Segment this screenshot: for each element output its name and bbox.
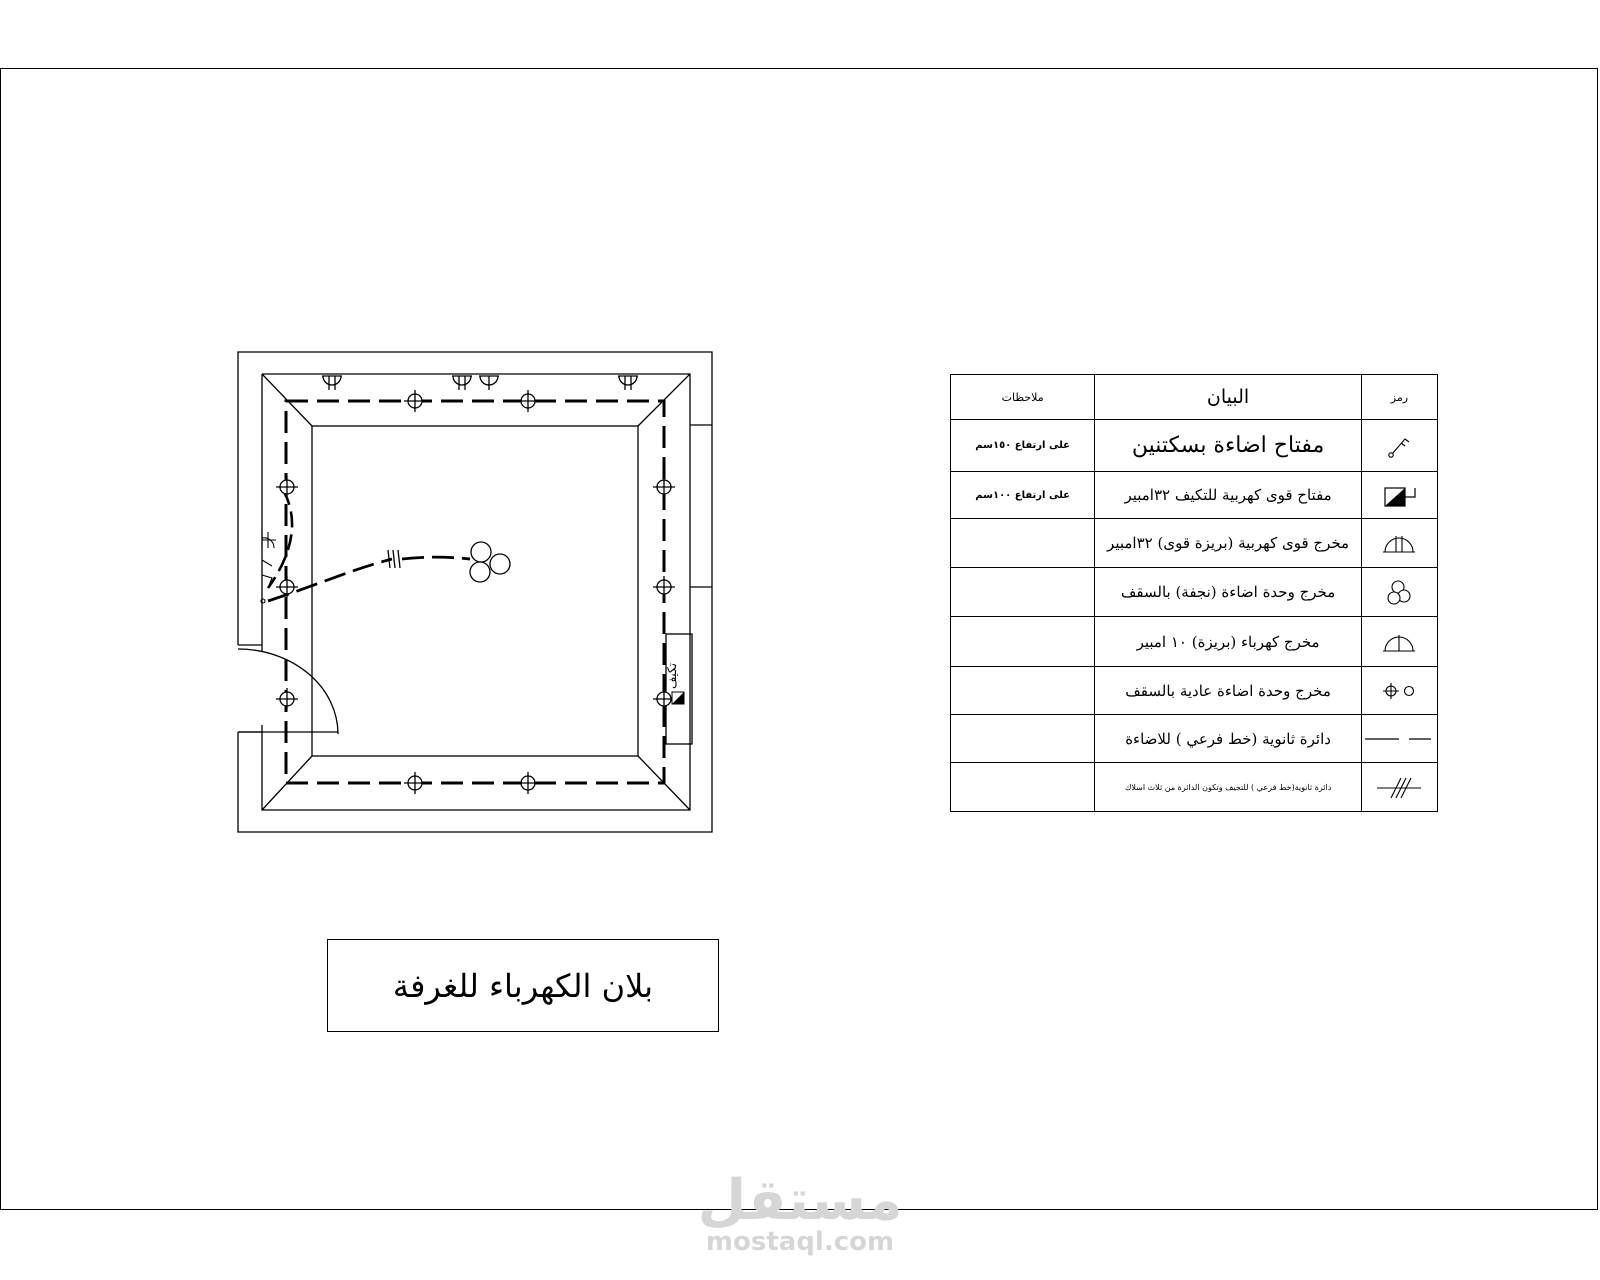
legend-note: [951, 617, 1095, 667]
legend-note: على ارتفاع ١٠٠سم: [951, 472, 1095, 519]
legend-description: مخرج قوى كهربية (بريزة قوى) ٣٢امبير: [1095, 519, 1362, 568]
ceiling-light-icon: [653, 476, 675, 498]
ceiling-cove-inner: [312, 426, 638, 756]
ceiling-light-icon: [276, 576, 298, 598]
ac-power-switch-icon: [672, 692, 684, 704]
ceiling-light-icon: [404, 772, 426, 794]
three-wire-circuit-icon: [1369, 772, 1429, 802]
legend-note: على ارتفاع ١٥٠سم: [951, 420, 1095, 472]
two-way-switch-icon: [1379, 431, 1419, 461]
ac-panel-label: تكيف: [665, 662, 679, 690]
drawing-title-box: [327, 939, 719, 1032]
switch-arc: [268, 490, 292, 588]
legend-row: [951, 568, 1438, 617]
legend-row: [951, 715, 1438, 763]
legend-row: [951, 763, 1438, 812]
chandelier-outlet-icon: [470, 542, 510, 582]
watermark-url: mostaql.com: [705, 1227, 895, 1257]
legend-note: [951, 519, 1095, 568]
two-way-switch-icon: [261, 530, 276, 603]
socket-10a-icon: [479, 376, 499, 390]
power-outlet-32a-icon: [1379, 528, 1419, 558]
power-outlet-32a-icon: [322, 376, 342, 390]
door-jamb-bottom: [238, 725, 262, 732]
ceiling-light-icon: [404, 390, 426, 412]
legend-table: [950, 374, 1438, 812]
legend-row: [951, 472, 1438, 519]
inner-wall-face: [262, 374, 712, 810]
ac-power-switch-icon: [1379, 480, 1419, 510]
legend-row: [951, 519, 1438, 568]
lighting-circuit-ring: [286, 401, 664, 783]
legend-note: [951, 763, 1095, 812]
legend-symbol-cell: [1361, 420, 1437, 472]
legend-symbol-cell: [1361, 667, 1437, 715]
feeder-line-2: [402, 557, 470, 559]
legend-note: [951, 568, 1095, 617]
ceiling-light-icon: [276, 476, 298, 498]
legend-symbol-cell: [1361, 763, 1437, 812]
legend-row: [951, 420, 1438, 472]
power-outlet-32a-icon: [452, 376, 472, 390]
ceiling-light-icon: [1379, 676, 1419, 706]
watermark-logo: مستقل: [697, 1168, 903, 1233]
drawing-title: بلان الكهرباء للغرفة: [392, 966, 654, 1005]
power-outlet-32a-icon: [618, 376, 638, 390]
legend-description: دائرة ثانوية(خط فرعي ) للتجيف وتكون الدائرة من ثلاث اسلاك: [1095, 763, 1362, 812]
legend-description: مخرج كهرباء (بريزة) ١٠ امبير: [1095, 617, 1362, 667]
socket-10a-icon: [1379, 627, 1419, 657]
legend-description: مفتاح قوى كهربية للتكيف ٣٢امبير: [1095, 472, 1362, 519]
legend-row: [951, 617, 1438, 667]
legend-description: مخرج وحدة اضاءة عادية بالسقف: [1095, 667, 1362, 715]
legend-symbol-cell: [1361, 715, 1437, 763]
ceiling-light-icon: [276, 688, 298, 710]
ceiling-light-icon: [653, 576, 675, 598]
ceiling-light-icon: [517, 390, 539, 412]
legend-symbol-cell: [1361, 617, 1437, 667]
legend-description: مفتاح اضاءة بسكتنين: [1095, 420, 1362, 472]
legend-header-description: البيان: [1095, 375, 1362, 420]
legend-symbol-cell: [1361, 519, 1437, 568]
legend-header-notes: ملاحظات: [951, 375, 1095, 420]
legend-description: مخرج وحدة اضاءة (نجفة) بالسقف: [1095, 568, 1362, 617]
legend-note: [951, 715, 1095, 763]
ceiling-cove-mid: [286, 401, 664, 783]
legend-symbol-cell: [1361, 568, 1437, 617]
ceiling-light-icon: [517, 772, 539, 794]
legend-symbol-cell: [1361, 472, 1437, 519]
legend-header-symbol: رمز: [1361, 375, 1437, 420]
watermark: [690, 1170, 910, 1256]
legend-description: دائرة ثانوية (خط فرعي ) للاضاءة: [1095, 715, 1362, 763]
secondary-circuit-icon: [1361, 724, 1437, 754]
legend-header-row: [951, 375, 1438, 420]
legend-row: [951, 667, 1438, 715]
legend-note: [951, 667, 1095, 715]
chandelier-outlet-icon: [1379, 577, 1419, 607]
